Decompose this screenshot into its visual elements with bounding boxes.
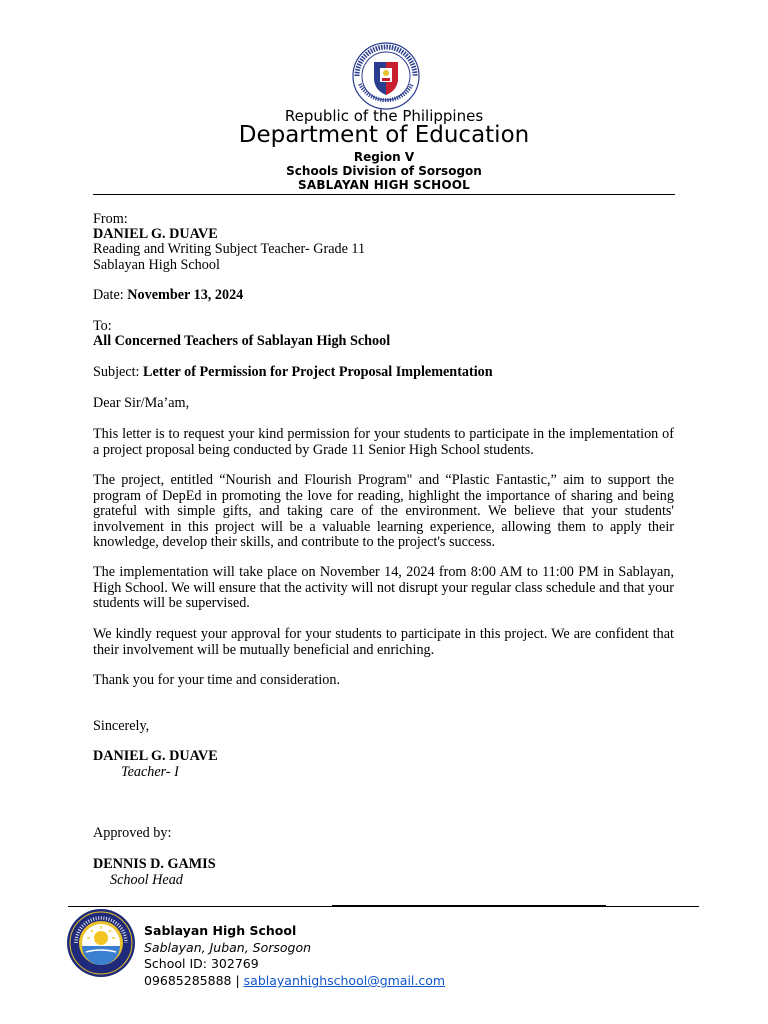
from-position: Reading and Writing Subject Teacher- Grade 11 [93,241,366,257]
from-name: DANIEL G. DUAVE [93,226,218,242]
signer-name: DANIEL G. DUAVE [93,748,218,764]
subject-label: Subject: [93,364,144,380]
salutation: Dear Sir/Ma’am, [93,395,190,411]
body-paragraph: The project, entitled “Nourish and Flourish Program" and “Plastic Fantastic,” aim to support the program of DepEd in promoting the love for reading, highlight the importance of sharing and being grateful with simple gifts, and taking care of the environment. We believe that your students' involvement in this project will be a valuable learning experience, allowing them to apply their knowledge, develop their skills, and contribute to the project's success. [93,472,674,550]
date-value: November 13, 2024 [127,287,244,303]
signer-title: Teacher- I [121,764,179,780]
footer-email-link[interactable]: sablayanhighschool@gmail.com [243,973,446,988]
to-value: All Concerned Teachers of Sablayan High School [93,333,391,349]
footer-address: Sablayan, Juban, Sorsogon [144,940,312,955]
header-school: SABLAYAN HIGH SCHOOL [297,178,471,192]
footer-divider-accent [332,905,606,907]
header-division: Schools Division of Sorsogon [286,164,482,178]
date-line [93,288,243,304]
header-republic: Republic of the Philippines [284,107,484,125]
subject-line [93,365,493,381]
body-paragraph: We kindly request your approval for your students to participate in this project. We are confident that their involvement will be mutually beneficial and enriching. [93,626,674,658]
from-school: Sablayan High School [93,257,220,273]
footer-contact [144,973,445,990]
deped-seal-logo [352,42,420,110]
date-label: Date: [93,287,128,303]
footer-school-id: School ID: 302769 [144,956,259,971]
header-region: Region V [353,150,415,164]
footer-school-name: Sablayan High School [144,923,297,938]
approver-title: School Head [110,872,183,888]
body-paragraph: The implementation will take place on November 14, 2024 from 8:00 AM to 11:00 PM in Sablayan, High School. We will ensure that the activity will not disrupt your regular class schedule and that your students will be supervised. [93,564,674,611]
closing: Sincerely, [93,718,150,734]
to-label: To: [93,318,112,334]
school-logo [66,908,136,978]
from-label: From: [93,211,128,227]
header-department: Department of Education [238,122,530,148]
body-paragraph: This letter is to request your kind permission for your students to participate in the implementation of a project proposal being conducted by Grade 11 Senior High School students. [93,426,674,458]
approved-label: Approved by: [93,825,172,841]
body-paragraph: Thank you for your time and consideration. [93,672,341,688]
header-divider [93,194,675,195]
approver-name: DENNIS D. GAMIS [93,856,216,872]
subject-value: Letter of Permission for Project Proposal Implementation [143,364,493,380]
footer-phone: 09685285888 | [144,973,244,988]
